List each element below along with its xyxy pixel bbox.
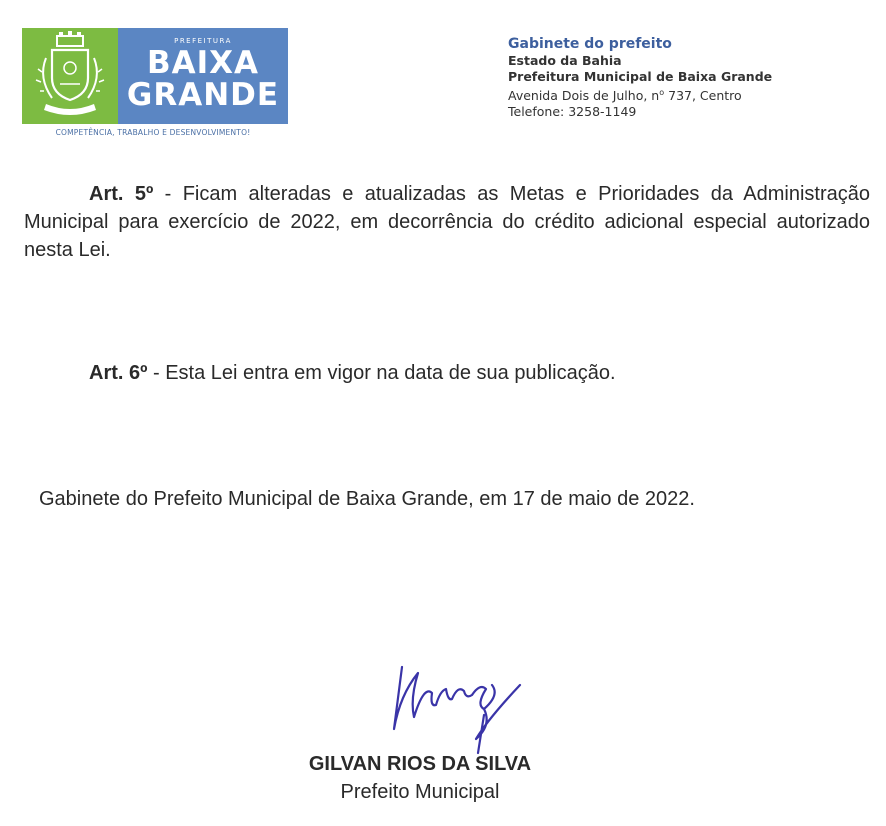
coat-of-arms-icon bbox=[22, 28, 118, 124]
state-name: Estado da Bahia bbox=[508, 53, 622, 68]
signer-name: GILVAN RIOS DA SILVA bbox=[308, 753, 532, 775]
letterhead-contact bbox=[508, 36, 868, 120]
logo-line-2: GRANDE bbox=[126, 77, 280, 113]
article-6-text: - Esta Lei entra em vigor na data de sua publicação. bbox=[147, 362, 616, 384]
article-6 bbox=[89, 359, 849, 387]
article-5 bbox=[24, 180, 870, 264]
logo-wordmark bbox=[118, 28, 288, 124]
handwritten-signature bbox=[380, 655, 540, 755]
logo-prefix: PREFEITURA bbox=[174, 37, 232, 45]
office-name: Gabinete do prefeito bbox=[508, 36, 672, 52]
municipality-name: Prefeitura Municipal de Baixa Grande bbox=[508, 69, 773, 84]
signer-title: Prefeito Municipal bbox=[340, 781, 500, 803]
logo-slogan: COMPETÊNCIA, TRABALHO E DESENVOLVIMENTO! bbox=[55, 128, 251, 137]
article-5-label: Art. 5º bbox=[89, 183, 154, 205]
closing-statement: Gabinete do Prefeito Municipal de Baixa Grande, em 17 de maio de 2022. bbox=[39, 488, 695, 510]
municipal-logo bbox=[22, 28, 290, 124]
article-6-label: Art. 6º bbox=[89, 362, 148, 384]
article-5-text: - Ficam alteradas e atualizadas as Metas e Prioridades da Administração Municipal para exercício de 2022, em decorrência do crédito adicional especial autorizado nesta Lei. bbox=[24, 183, 870, 261]
logo-line-1: BAIXA bbox=[146, 45, 260, 81]
coat-of-arms-emblem bbox=[22, 28, 118, 124]
phone: Telefone: 3258-1149 bbox=[508, 104, 637, 120]
address: Avenida Dois de Julho, $n^o$ 737, Centro bbox=[508, 88, 742, 104]
signer-block bbox=[240, 750, 600, 806]
signature-icon bbox=[380, 655, 540, 755]
